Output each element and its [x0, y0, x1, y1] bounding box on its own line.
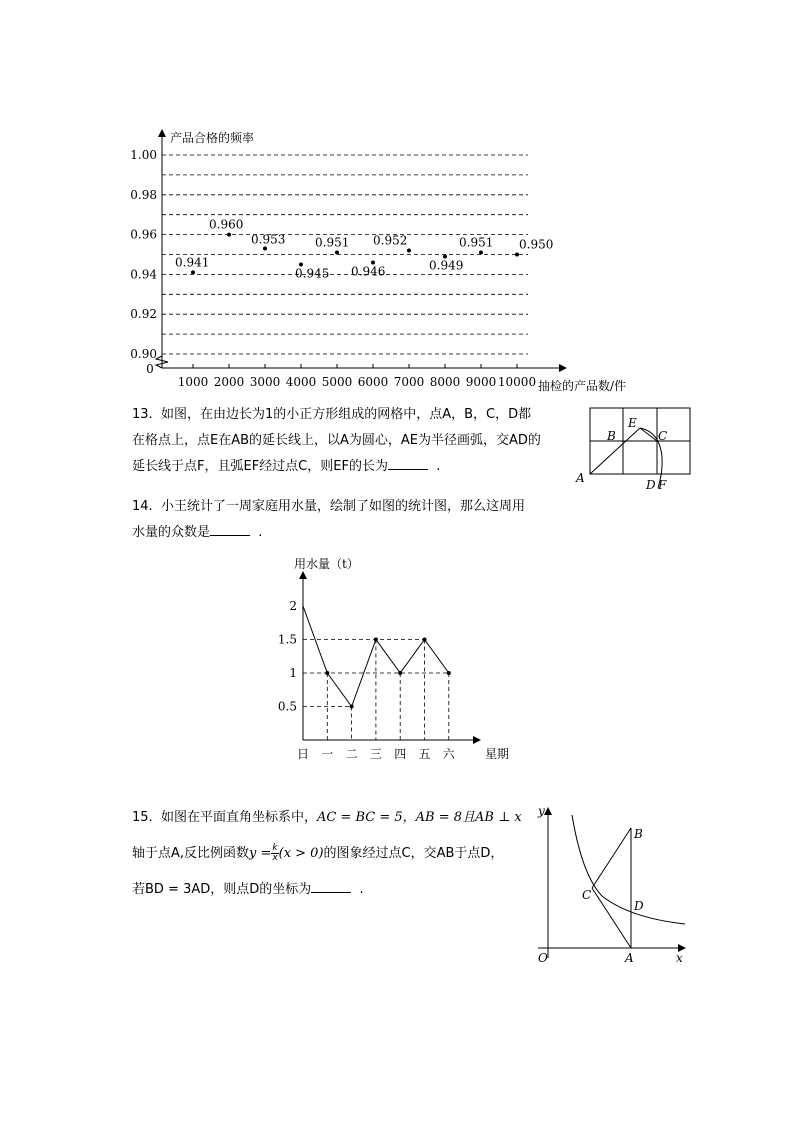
origin-label: 0: [146, 362, 154, 376]
q13-label-F: F: [658, 478, 667, 492]
q15-fraction: $\frac{k}{x}$: [272, 843, 278, 863]
data-point: [407, 249, 411, 253]
data-point: [191, 270, 195, 274]
data-point: [350, 705, 354, 709]
q14-line2: 水量的众数是: [132, 525, 211, 540]
data-point: [325, 671, 329, 675]
data-point: [447, 671, 451, 675]
y-axis-title: 产品合格的频率: [170, 131, 255, 145]
y-tick-label: 0.96: [130, 227, 157, 242]
x-tick-label: 一: [321, 747, 334, 761]
y-tick-label: 1: [289, 666, 297, 680]
x-tick-label: 1000: [177, 375, 209, 389]
y-tick-label: 2: [289, 599, 297, 613]
q15-answer-blank[interactable]: [311, 880, 351, 893]
data-label: 0.951: [315, 235, 350, 250]
q13-line2: 在格点上，点E在AB的延长线上，以A为圆心，AE为半径画弧，交AD的: [132, 433, 541, 448]
q15-number: 15.: [132, 810, 153, 825]
q15-label-y: y: [538, 804, 545, 818]
q15-label-D: D: [634, 899, 644, 913]
x-tick-label: 3000: [249, 375, 281, 389]
data-point: [263, 247, 267, 251]
data-point: [515, 253, 519, 257]
y-tick-label: 1.5: [277, 632, 297, 647]
question-14: 14. 小王统计了一周家庭用水量，绘制了如图的统计图，那么这周用 水量的众数是 .: [132, 499, 525, 540]
q13-grid-figure: [570, 402, 700, 492]
q13-label-E: E: [628, 416, 637, 430]
question-13: 13. 如图，在由边长为1的小正方形组成的网格中，点A，B，C，D都 在格点上，点E在AB的延长线上，以A为圆心，AE为半径画弧，交AD的 延长线于点F，且弧EF经过点C，则EF的长为 .: [132, 407, 541, 474]
data-point: [227, 233, 231, 237]
q13-label-C: C: [658, 429, 668, 443]
q15-label-B: B: [634, 827, 643, 841]
data-label: 0.953: [251, 232, 286, 247]
x-tick-label: 五: [418, 747, 431, 761]
x-tick-label: 8000: [429, 375, 461, 389]
q13-number: 13.: [132, 407, 153, 422]
data-label: 0.949: [429, 258, 464, 273]
x-axis-title: 星期: [485, 747, 510, 761]
y-tick-label: 0.98: [130, 187, 157, 202]
x-tick-label: 六: [442, 747, 455, 761]
x-tick-label: 2000: [213, 375, 245, 389]
question-15: 15. 如图在平面直角坐标系中，AC = BC = 5，AB = 8且AB ⊥ x 轴于点A,反比例函数y = $\frac{k}{x}$ (x > 0)的图象经过点C，交AB于点D， 若BD = 3AD，则点D的坐标为 .: [132, 810, 522, 897]
q15-label-A: A: [625, 951, 634, 965]
y-tick-label: 0.90: [130, 347, 157, 361]
data-label: 0.950: [519, 237, 554, 252]
q13-line1: 如图，在由边长为1的小正方形组成的网格中，点A，B，C，D都: [160, 407, 532, 422]
x-tick-label: 四: [394, 747, 407, 761]
y-axis-title: 用水量（t）: [294, 557, 359, 571]
water-usage-chart: [270, 550, 530, 765]
y-tick-label: 0.94: [130, 267, 157, 282]
data-point: [335, 251, 339, 255]
q15-label-O: O: [538, 951, 548, 965]
x-tick-label: 6000: [357, 375, 389, 389]
data-label: 0.951: [459, 235, 494, 250]
q15-label-C: C: [582, 888, 592, 902]
y-tick-label: 0.92: [130, 307, 157, 322]
data-point: [423, 638, 427, 642]
data-label: 0.945: [295, 266, 330, 281]
q13-label-D: D: [646, 478, 656, 492]
q14-answer-blank[interactable]: [210, 523, 250, 536]
q15-coordinate-figure: [530, 800, 690, 970]
x-tick-label: 日: [296, 747, 310, 761]
x-tick-label: 7000: [393, 375, 425, 389]
q14-line1: 小王统计了一周家庭用水量，绘制了如图的统计图，那么这周用: [160, 499, 525, 514]
data-label: 0.946: [351, 264, 386, 279]
q14-number: 14.: [132, 499, 153, 514]
x-tick-label: 10000: [497, 375, 537, 389]
x-axis-title: 抽检的产品数/件: [538, 379, 627, 393]
x-tick-label: 二: [345, 747, 358, 761]
q13-label-B: B: [607, 429, 616, 443]
y-tick-label: 0.5: [277, 699, 297, 714]
data-label: 0.960: [209, 217, 244, 232]
data-point: [374, 638, 378, 642]
q13-line3: 延长线于点F，且弧EF经过点C，则EF的长为: [132, 459, 388, 474]
data-label: 0.952: [373, 233, 408, 248]
x-tick-label: 4000: [285, 375, 317, 389]
q15-label-x: x: [676, 951, 683, 965]
x-tick-label: 9000: [465, 375, 497, 389]
q13-label-A: A: [576, 471, 585, 485]
y-tick-label: 1.00: [130, 148, 157, 162]
x-tick-label: 三: [369, 747, 382, 761]
q13-answer-blank[interactable]: [388, 457, 428, 470]
data-point: [398, 671, 402, 675]
data-label: 0.941: [175, 255, 210, 270]
data-point: [479, 251, 483, 255]
x-tick-label: 5000: [321, 375, 353, 389]
